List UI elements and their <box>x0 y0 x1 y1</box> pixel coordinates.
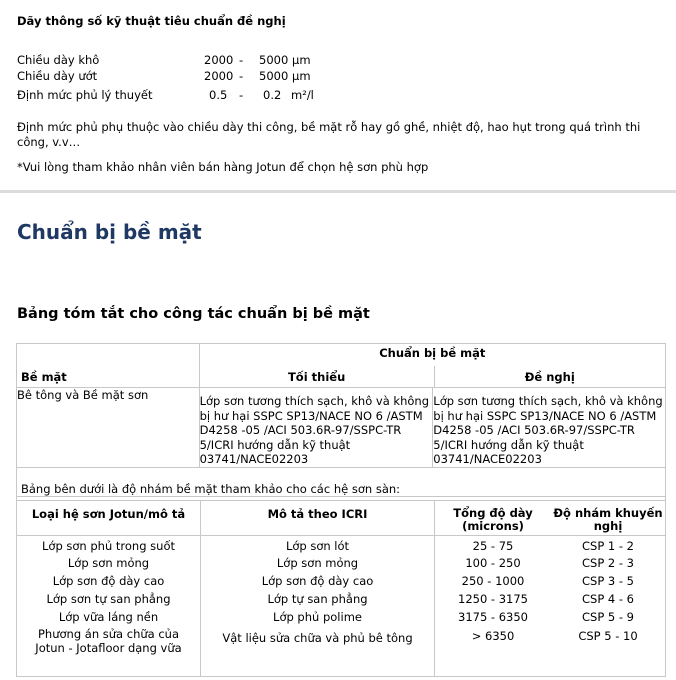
roughness-cell: CSP 4 - 6 <box>581 591 634 606</box>
table-row <box>17 539 667 556</box>
spec-max: 5000 <box>259 53 289 67</box>
spec-max: 5000 <box>259 69 289 83</box>
surface-cell: Bê tông và Bề mặt sơn <box>17 388 200 468</box>
group-header-cell <box>199 344 665 388</box>
spec-label: Chiều dày khô <box>17 53 100 67</box>
col-header-roughness-l2: nghị <box>593 518 623 533</box>
spec-min: 2000 <box>204 69 234 83</box>
roughness-table-cell <box>17 496 666 676</box>
spec-advice: *Vui lòng tham khảo nhân viên bán hàng Jotun để chọn hệ sơn phù hợp <box>17 160 429 174</box>
icri-cell: Lớp sơn lót <box>285 538 350 553</box>
col-header-surface: Bề mặt <box>17 344 200 388</box>
system-cell: Lớp vữa láng nền <box>58 609 159 624</box>
col-header-minimum: Tối thiểu <box>287 370 346 384</box>
table-row <box>17 610 667 627</box>
system-cell-line1: Phương án sửa chữa của <box>37 626 180 641</box>
thickness-cell: > 6350 <box>471 628 515 643</box>
col-header-roughness-l1: Độ nhám khuyến <box>553 505 663 520</box>
spec-unit: m²/l <box>291 88 314 102</box>
spec-min: 0.5 <box>209 88 228 102</box>
row-divider <box>17 500 665 501</box>
roughness-row <box>17 496 666 676</box>
recommended-cell: Lớp sơn tương thích sạch, khô và không bị hư hại SSPC SP13/NACE NO 6 /ASTM D4258 -05 /ACI 503.6R-97/SSPC-TR 5/ICRI hướng dẫn kỹ thuật 03741/NACE02203 <box>433 388 666 468</box>
roughness-cell: CSP 5 - 10 <box>578 628 638 643</box>
table-row <box>17 388 666 468</box>
thickness-cell: 100 - 250 <box>465 555 521 570</box>
spec-unit: µm <box>292 69 311 83</box>
table-header-row <box>17 344 666 388</box>
table-row <box>17 592 667 609</box>
note-row <box>17 467 666 496</box>
surface-prep-table <box>16 343 666 677</box>
spec-note: Định mức phủ phụ thuộc vào chiều dày thi công, bề mặt rỗ hay gồ ghề, nhiệt độ, hao hụt trong quá trình thi công, v.v… <box>17 120 641 149</box>
roughness-cell: CSP 2 - 3 <box>581 555 634 570</box>
system-cell: Lớp sơn độ dày cao <box>52 573 165 588</box>
spec-max: 0.2 <box>263 88 282 102</box>
icri-cell: Lớp sơn mỏng <box>276 555 359 570</box>
spec-sep: - <box>239 88 244 102</box>
icri-cell: Vật liệu sửa chữa và phủ bê tông <box>222 630 413 645</box>
system-cell: Lớp sơn phủ trong suốt <box>42 538 175 553</box>
thickness-cell: 25 - 75 <box>472 538 514 553</box>
icri-cell: Lớp phủ polime <box>273 609 362 624</box>
col-header-system: Loại hệ sơn Jotun/mô tả <box>31 506 186 521</box>
table-row <box>17 556 667 573</box>
col-header-thickness-l1: Tổng độ dày <box>453 505 533 520</box>
roughness-cell: CSP 3 - 5 <box>581 573 634 588</box>
system-cell: Lớp sơn tự san phẳng <box>46 591 171 606</box>
system-cell: Lớp sơn mỏng <box>67 555 150 570</box>
system-cell-line2: Jotun - Jotafloor dạng vữa <box>35 640 182 655</box>
thickness-cell: 3175 - 6350 <box>458 609 528 624</box>
icri-cell: Lớp tự san phẳng <box>267 591 368 606</box>
spec-label: Định mức phủ lý thuyết <box>17 88 153 102</box>
spec-label: Chiều dày ướt <box>17 69 98 83</box>
roughness-cell: CSP 1 - 2 <box>581 538 634 553</box>
group-header: Chuẩn bị bề mặt <box>379 346 486 360</box>
col-header-icri: Mô tả theo ICRI <box>267 506 368 521</box>
spec-title: Dãy thông số kỹ thuật tiêu chuẩn đề nghị <box>17 14 286 28</box>
col-header-thickness-l2: (microns) <box>462 518 524 533</box>
page-title: Chuẩn bị bề mặt <box>17 220 202 244</box>
roughness-note: Bảng bên dưới là độ nhám bề mặt tham khảo cho các hệ sơn sàn: <box>17 467 666 496</box>
row-divider <box>17 535 665 536</box>
table-row <box>17 574 667 591</box>
spec-min: 2000 <box>204 53 234 67</box>
minimum-cell: Lớp sơn tương thích sạch, khô và không bị hư hại SSPC SP13/NACE NO 6 /ASTM D4258 -05 /ACI 503.6R-97/SSPC-TR 5/ICRI hướng dẫn kỹ thuật 03741/NACE02203 <box>199 388 433 468</box>
spec-unit: µm <box>292 53 311 67</box>
section-divider <box>0 190 676 193</box>
table-row <box>17 627 667 661</box>
col-header-recommended: Đề nghị <box>524 370 575 384</box>
roughness-cell: CSP 5 - 9 <box>581 609 634 624</box>
spec-sep: - <box>239 69 244 83</box>
thickness-cell: 1250 - 3175 <box>458 591 528 606</box>
section-subheading: Bảng tóm tắt cho công tác chuẩn bị bề mặt <box>17 306 370 322</box>
icri-cell: Lớp sơn độ dày cao <box>261 573 374 588</box>
spec-sep: - <box>239 53 244 67</box>
thickness-cell: 250 - 1000 <box>461 573 525 588</box>
